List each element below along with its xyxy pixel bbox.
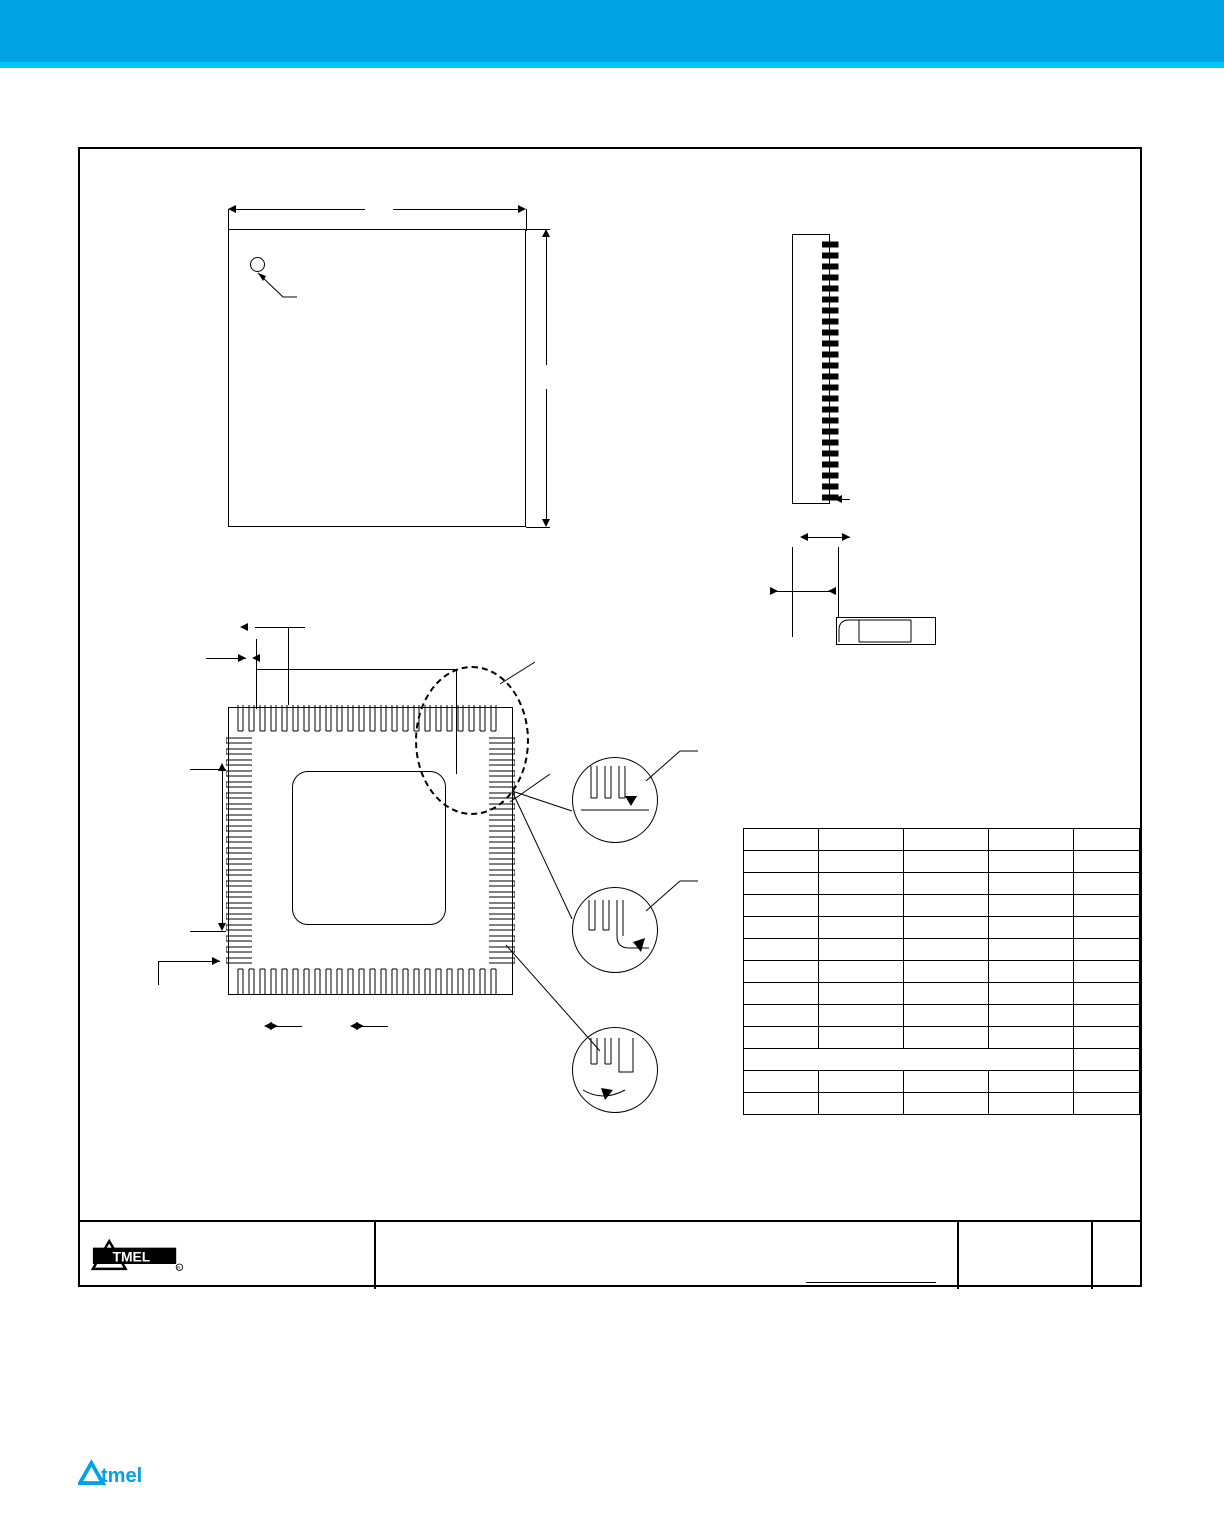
- bottom-view-dim-v-arrow-down: [218, 923, 226, 931]
- table-cell: [819, 873, 904, 895]
- table-cell: [744, 1071, 819, 1093]
- top-view-height-ext-top: [526, 229, 550, 230]
- table-header-row: [744, 829, 1140, 851]
- side-view-dim-a1-arrow-left: [800, 533, 808, 541]
- table-cell: [904, 851, 989, 873]
- table-cell: [744, 851, 819, 873]
- table-cell: [989, 1005, 1074, 1027]
- table-cell: [1074, 873, 1140, 895]
- title-block-logo-cell: [80, 1222, 374, 1289]
- table-cell: [989, 895, 1074, 917]
- bottom-view-dim-5-line: [158, 961, 220, 962]
- page-header-accent: [0, 62, 1224, 68]
- table-cell: [1074, 1049, 1140, 1071]
- bottom-view-label-3: [363, 657, 389, 679]
- top-view-width-label: [365, 199, 393, 219]
- table-cell: [1074, 983, 1140, 1005]
- bottom-view-label-4: [180, 835, 208, 859]
- title-block-rev-cell: [1091, 1222, 1140, 1289]
- table-header-cell: [819, 829, 904, 851]
- bottom-view-dim-v-ext-top: [190, 769, 226, 770]
- table-cell: [744, 895, 819, 917]
- side-view-dim-a1-label: [852, 527, 878, 547]
- table-header-cell: [989, 829, 1074, 851]
- side-view-dim-a1-arrow-right: [842, 533, 850, 541]
- table-row: [744, 961, 1140, 983]
- table-row: [744, 895, 1140, 917]
- table-header-cell: [1074, 829, 1140, 851]
- table-cell: [904, 895, 989, 917]
- table-cell: [744, 917, 819, 939]
- bottom-view-label-7: [388, 1015, 414, 1037]
- table-cell: [1074, 917, 1140, 939]
- table-row: [744, 1027, 1140, 1049]
- table-cell: [819, 895, 904, 917]
- table-row: [744, 983, 1140, 1005]
- table-cell: [744, 1049, 1074, 1071]
- table-cell: [1074, 1005, 1140, 1027]
- pin1-leader-line: [245, 257, 305, 307]
- side-view-lead-ext-right: [838, 547, 839, 617]
- bottom-view-dim-3-ext-c: [288, 627, 289, 705]
- table-cell: [819, 1071, 904, 1093]
- title-block-description-rule: [806, 1282, 936, 1283]
- bottom-view-leads-left: [226, 733, 254, 969]
- table-cell: [819, 939, 904, 961]
- table-cell: [819, 851, 904, 873]
- bottom-view-dim-7-arrow-r: [356, 1022, 364, 1030]
- table-cell: [1074, 961, 1140, 983]
- side-view-dim-a-label: [850, 489, 876, 509]
- bottom-view-dim-6-line: [276, 1026, 302, 1027]
- table-header-cell: [904, 829, 989, 851]
- table-cell: [819, 1027, 904, 1049]
- table-cell: [989, 1093, 1074, 1115]
- table-cell: [904, 1071, 989, 1093]
- bottom-view-dim-1-arrow: [240, 623, 248, 631]
- title-block: [80, 1220, 1140, 1287]
- top-view-width-arrow-left: [228, 205, 236, 213]
- table-cell: [989, 917, 1074, 939]
- package-drawing-sheet: [78, 147, 1142, 1287]
- table-row: [744, 1049, 1140, 1071]
- side-view-lead-ext-left: [792, 547, 793, 637]
- top-view-height-ext-bottom: [526, 527, 550, 528]
- table-cell: [1074, 1093, 1140, 1115]
- table-cell: [904, 939, 989, 961]
- table-cell: [819, 917, 904, 939]
- side-view-lead-detail-shape: [837, 618, 935, 644]
- detail-a-leader: [640, 739, 700, 799]
- bottom-view-label-5: [148, 985, 174, 1007]
- table-cell: [819, 1093, 904, 1115]
- svg-text:R: R: [177, 1266, 181, 1272]
- table-cell: [819, 983, 904, 1005]
- table-cell: [904, 961, 989, 983]
- top-view-height-arrow-up: [542, 229, 550, 237]
- table-cell: [989, 983, 1074, 1005]
- table-cell: [744, 961, 819, 983]
- bottom-view-dim-2-arrow-r: [238, 654, 246, 662]
- bottom-view-dim-3-ext-a: [256, 639, 257, 709]
- side-view-dim-c-arrow-right: [770, 587, 778, 595]
- table-cell: [989, 961, 1074, 983]
- bottom-view-dim-v-ext-bot: [190, 931, 226, 932]
- table-cell: [989, 873, 1074, 895]
- dimension-table: [743, 828, 1140, 1115]
- detail-connector-lines: [510, 789, 590, 929]
- table-cell: [904, 983, 989, 1005]
- bottom-view-leads-bottom: [232, 967, 509, 995]
- table-cell: [744, 939, 819, 961]
- table-cell: [1074, 939, 1140, 961]
- title-block-description-cell: [374, 1222, 957, 1289]
- table-cell: [744, 1027, 819, 1049]
- svg-text:TMEL: TMEL: [112, 1248, 151, 1265]
- bottom-view-dim-3-line: [256, 669, 456, 670]
- side-view-dim-c-line: [774, 591, 836, 592]
- detail-b-leader: [640, 869, 700, 929]
- top-view-width-arrow-right: [518, 205, 526, 213]
- side-view-leads: [822, 239, 856, 505]
- top-view-width-ext-left: [228, 209, 229, 231]
- top-view-height-label: [532, 365, 560, 389]
- table-row: [744, 1093, 1140, 1115]
- table-cell: [744, 1093, 819, 1115]
- side-view-dim-c-arrow-left: [828, 587, 836, 595]
- bottom-view-dim-v-line: [222, 769, 223, 929]
- bottom-view-dim-6-arrow-r: [270, 1022, 278, 1030]
- page-header-banner: [0, 0, 1224, 62]
- table-row: [744, 873, 1140, 895]
- table-row: [744, 1005, 1140, 1027]
- top-view-height-arrow-down: [542, 519, 550, 527]
- title-block-drawing-no-cell: [957, 1222, 1091, 1289]
- table-row: [744, 1071, 1140, 1093]
- bottom-view-dim-5-ext: [158, 961, 159, 985]
- table-cell: [989, 939, 1074, 961]
- table-row: [744, 939, 1140, 961]
- table-cell: [819, 961, 904, 983]
- side-view-dim-a-arrow: [834, 495, 842, 503]
- table-row: [744, 917, 1140, 939]
- table-cell: [989, 1071, 1074, 1093]
- bottom-view-dim-5-arrow: [212, 957, 220, 965]
- table-cell: [989, 851, 1074, 873]
- bottom-view-label-6: [302, 1015, 328, 1037]
- table-cell: [904, 1093, 989, 1115]
- bottom-view-label-2: [178, 647, 206, 669]
- table-cell: [989, 1027, 1074, 1049]
- table-cell: [1074, 1071, 1140, 1093]
- table-cell: [904, 1005, 989, 1027]
- table-cell: [1074, 895, 1140, 917]
- table-cell: [904, 873, 989, 895]
- table-cell: [904, 917, 989, 939]
- table-cell: [744, 983, 819, 1005]
- table-cell: [904, 1027, 989, 1049]
- table-cell: [1074, 1027, 1140, 1049]
- bottom-view-die-pad: [292, 771, 446, 925]
- bottom-view-dim-7-line: [362, 1026, 388, 1027]
- table-header-cell: [744, 829, 819, 851]
- table-cell: [744, 1005, 819, 1027]
- detail-c-leader: [500, 939, 620, 1069]
- atmel-logo-icon: [88, 1235, 186, 1275]
- top-view-width-ext-right: [526, 209, 527, 231]
- atmel-brand-wordmark: [78, 1455, 188, 1491]
- svg-text:tmel: tmel: [100, 1465, 143, 1488]
- table-cell: [819, 1005, 904, 1027]
- table-row: [744, 851, 1140, 873]
- table-cell: [744, 873, 819, 895]
- table-cell: [1074, 851, 1140, 873]
- bottom-view-dim-1-line: [255, 627, 305, 628]
- bottom-view-label-1: [308, 617, 334, 637]
